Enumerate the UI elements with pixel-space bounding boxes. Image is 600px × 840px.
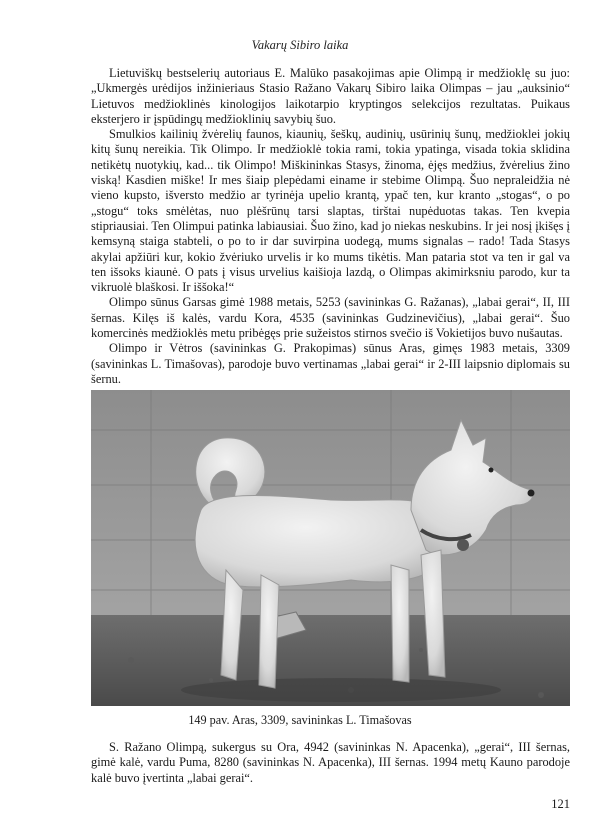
paragraph-3: Olimpo sūnus Garsas gimė 1988 metais, 5253 (savininkas G. Ražanas), „labai gerai“, II, III šernas. Kilęs iš kalės, vardu Kora, 4535 (savininkas Gudzinevičius), „labai gerai“. Šuo komercinės medžioklės metu pribėgęs prie sužeistos stirnos svečio iš Vokietijos buvo nušautas.	[91, 295, 570, 341]
running-header: Vakarų Sibiro laika	[251, 38, 349, 52]
figure-caption: 149 pav. Aras, 3309, savininkas L. Timašovas	[188, 713, 412, 727]
paragraph-1: Lietuviškų bestselerių autoriaus E. Malūko pasakojimas apie Olimpą ir medžioklę su juo: „Ukmergės urėdijos inžinieriaus Stasio Ražano Vakarų Sibiro laika Olimpas – jau „auksinio“ Lietuvos medžioklinės kinologijos laikotarpio kryptingos selekcijos rezultatas. Puikaus eksterjero ir įspūdingų medžioklinių savybių šuo.	[91, 66, 570, 126]
paragraph-5: S. Ražano Olimpą, sukergus su Ora, 4942 (savininkas N. Apacenka), „gerai“, III šernas, gimė kalė, vardu Puma, 8280 (savininkas N. Apacenka), III šernas. 1994 metų Kauno parodoje kalė buvo įvertinta „labai gerai“.	[91, 740, 570, 785]
paragraph-2: Smulkios kailinių žvėrelių faunos, kiaunių, šeškų, audinių, usūrinių šunų, medžioklei jokių kitų šunų nereikia. Tik Olimpo. Ir medžioklė tokia rami, tokia ypatinga, visada tokia sklidina netikėtų nuotykių, kad... tik Olimpo! Miškininkas Stasys, žinoma, ėjęs medžius, žvėrelius žino viską! Kasdien miške! Ir mes šiaip plepėdami einame ir stebime Olimpą. Šuo nepraleidžia nė vieno kupsto, išversto medžio ar tyrinėja upelio krantą, ypač ten, kur kranto „stogas“, o po „stogu“ toks smėlėtas, nuo plėšrūnų tarsi slaptas, tirštai nupėduotas takas. Ten kvepia stipriausiai. Ten Olimpui patinka labiausiai. Šuo žino, kad jo niekas neskubins. Ir jei nosį įkišęs į kemsyną staiga stabteli, o po to ir dar suvirpina uodegą, mums signalas – rado! Tada Stasys akylai apžiūri kur, kokio žvėriuko urvelis ir ko mums tikėtis. Man pataria stot va ten ir gal va ten išsoks kiaunė. O pats į visus urvelius kaišioja lazdą, o Olimpas akimirksniu parodo, kur ta vikruolė blaškosi. Ir iššoka!“	[91, 127, 570, 295]
body-text-after-figure	[91, 740, 570, 786]
dog-photo	[91, 390, 570, 706]
body-text	[91, 66, 570, 387]
dog-photo-illustration	[91, 390, 570, 706]
page-number: 121	[551, 797, 570, 811]
paragraph-4: Olimpo ir Vėtros (savininkas G. Prakopimas) sūnus Aras, gimęs 1983 metais, 3309 (savininkas L. Timašovas), parodoje buvo vertinamas „labai gerai“ ir 2-III laipsnio diplomais su šernu.	[91, 341, 570, 386]
